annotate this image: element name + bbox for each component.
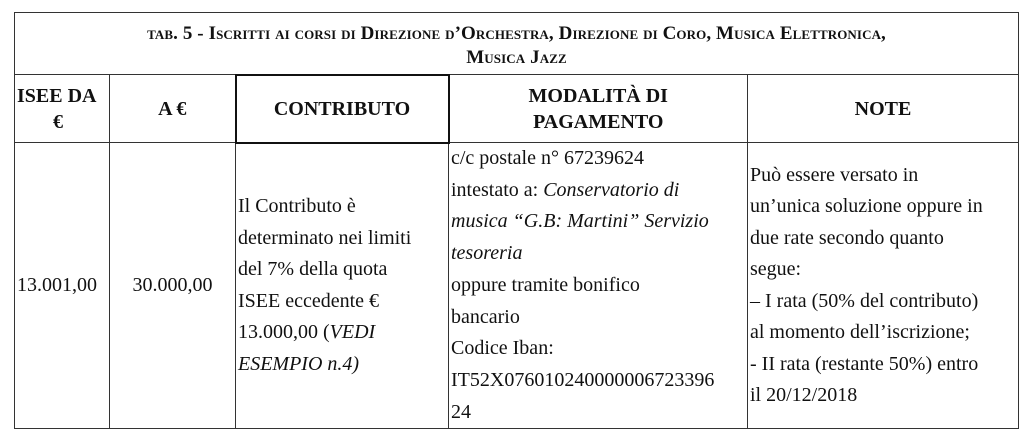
note-line: – I rata (50% del contributo) xyxy=(750,289,979,312)
modalita-line xyxy=(451,175,747,207)
modalita-line: Codice Iban: xyxy=(451,337,554,360)
table-title-line2: Musica Jazz xyxy=(466,47,567,69)
header-isee-da xyxy=(15,75,110,143)
note-line: due rate secondo quanto xyxy=(750,226,944,249)
modalita-line: musica “G.B: Martini” Servizio xyxy=(451,210,709,233)
note-line: il 20/12/2018 xyxy=(750,384,858,407)
table-title-line1: tab. 5 - Iscritti ai corsi di Direzione d’Orchestra, Direzione di Coro, Musica Elettronica, xyxy=(147,23,886,45)
header-a: A € xyxy=(110,75,236,143)
cell-contributo xyxy=(236,143,449,429)
header-isee-da-euro: € xyxy=(53,110,63,133)
header-modalita xyxy=(449,75,748,143)
contributo-line: Il Contributo è xyxy=(238,195,356,218)
note-line: un’unica soluzione oppure in xyxy=(750,195,983,218)
cell-note xyxy=(748,143,1019,429)
title-row xyxy=(15,13,1019,75)
modalita-line: c/c postale n° 67239624 xyxy=(451,147,644,169)
contributo-italic: VEDI xyxy=(329,321,376,344)
contributo-line xyxy=(238,317,448,349)
modalita-line: IT52X076010240000006723396 xyxy=(451,368,715,391)
modalita-italic: Conservatorio di xyxy=(543,178,680,201)
contributo-text: 13.000,00 ( xyxy=(238,321,330,344)
cell-modalita xyxy=(449,143,748,429)
header-modalita-line2: PAGAMENTO xyxy=(533,110,664,133)
table-title xyxy=(15,13,1019,75)
modalita-line: tesoreria xyxy=(451,242,523,265)
contributo-line: del 7% della quota xyxy=(238,258,388,281)
note-line: - II rata (restante 50%) entro xyxy=(750,352,979,375)
table-row xyxy=(15,143,1019,429)
modalita-line: oppure tramite bonifico xyxy=(451,273,640,296)
modalita-line: 24 xyxy=(451,400,471,423)
contributo-line: ESEMPIO n.4) xyxy=(238,352,360,375)
header-isee-da-text: ISEE DA xyxy=(17,84,97,107)
note-line: Può essere versato in xyxy=(750,163,919,186)
fee-table xyxy=(14,12,1019,429)
note-line: segue: xyxy=(750,258,802,281)
note-line: al momento dell’iscrizione; xyxy=(750,321,970,344)
header-note: NOTE xyxy=(748,75,1019,143)
modalita-text: intestato a: xyxy=(451,178,544,201)
contributo-line: determinato nei limiti xyxy=(238,226,412,249)
table-wrapper xyxy=(14,12,1019,429)
header-modalita-line1: MODALITÀ DI xyxy=(528,84,668,107)
cell-a: 30.000,00 xyxy=(110,143,236,429)
header-contributo: CONTRIBUTO xyxy=(236,75,449,143)
contributo-line: ISEE eccedente € xyxy=(238,289,380,312)
header-row xyxy=(15,75,1019,143)
cell-isee-da: 13.001,00 xyxy=(15,143,110,429)
modalita-line: bancario xyxy=(451,305,520,328)
